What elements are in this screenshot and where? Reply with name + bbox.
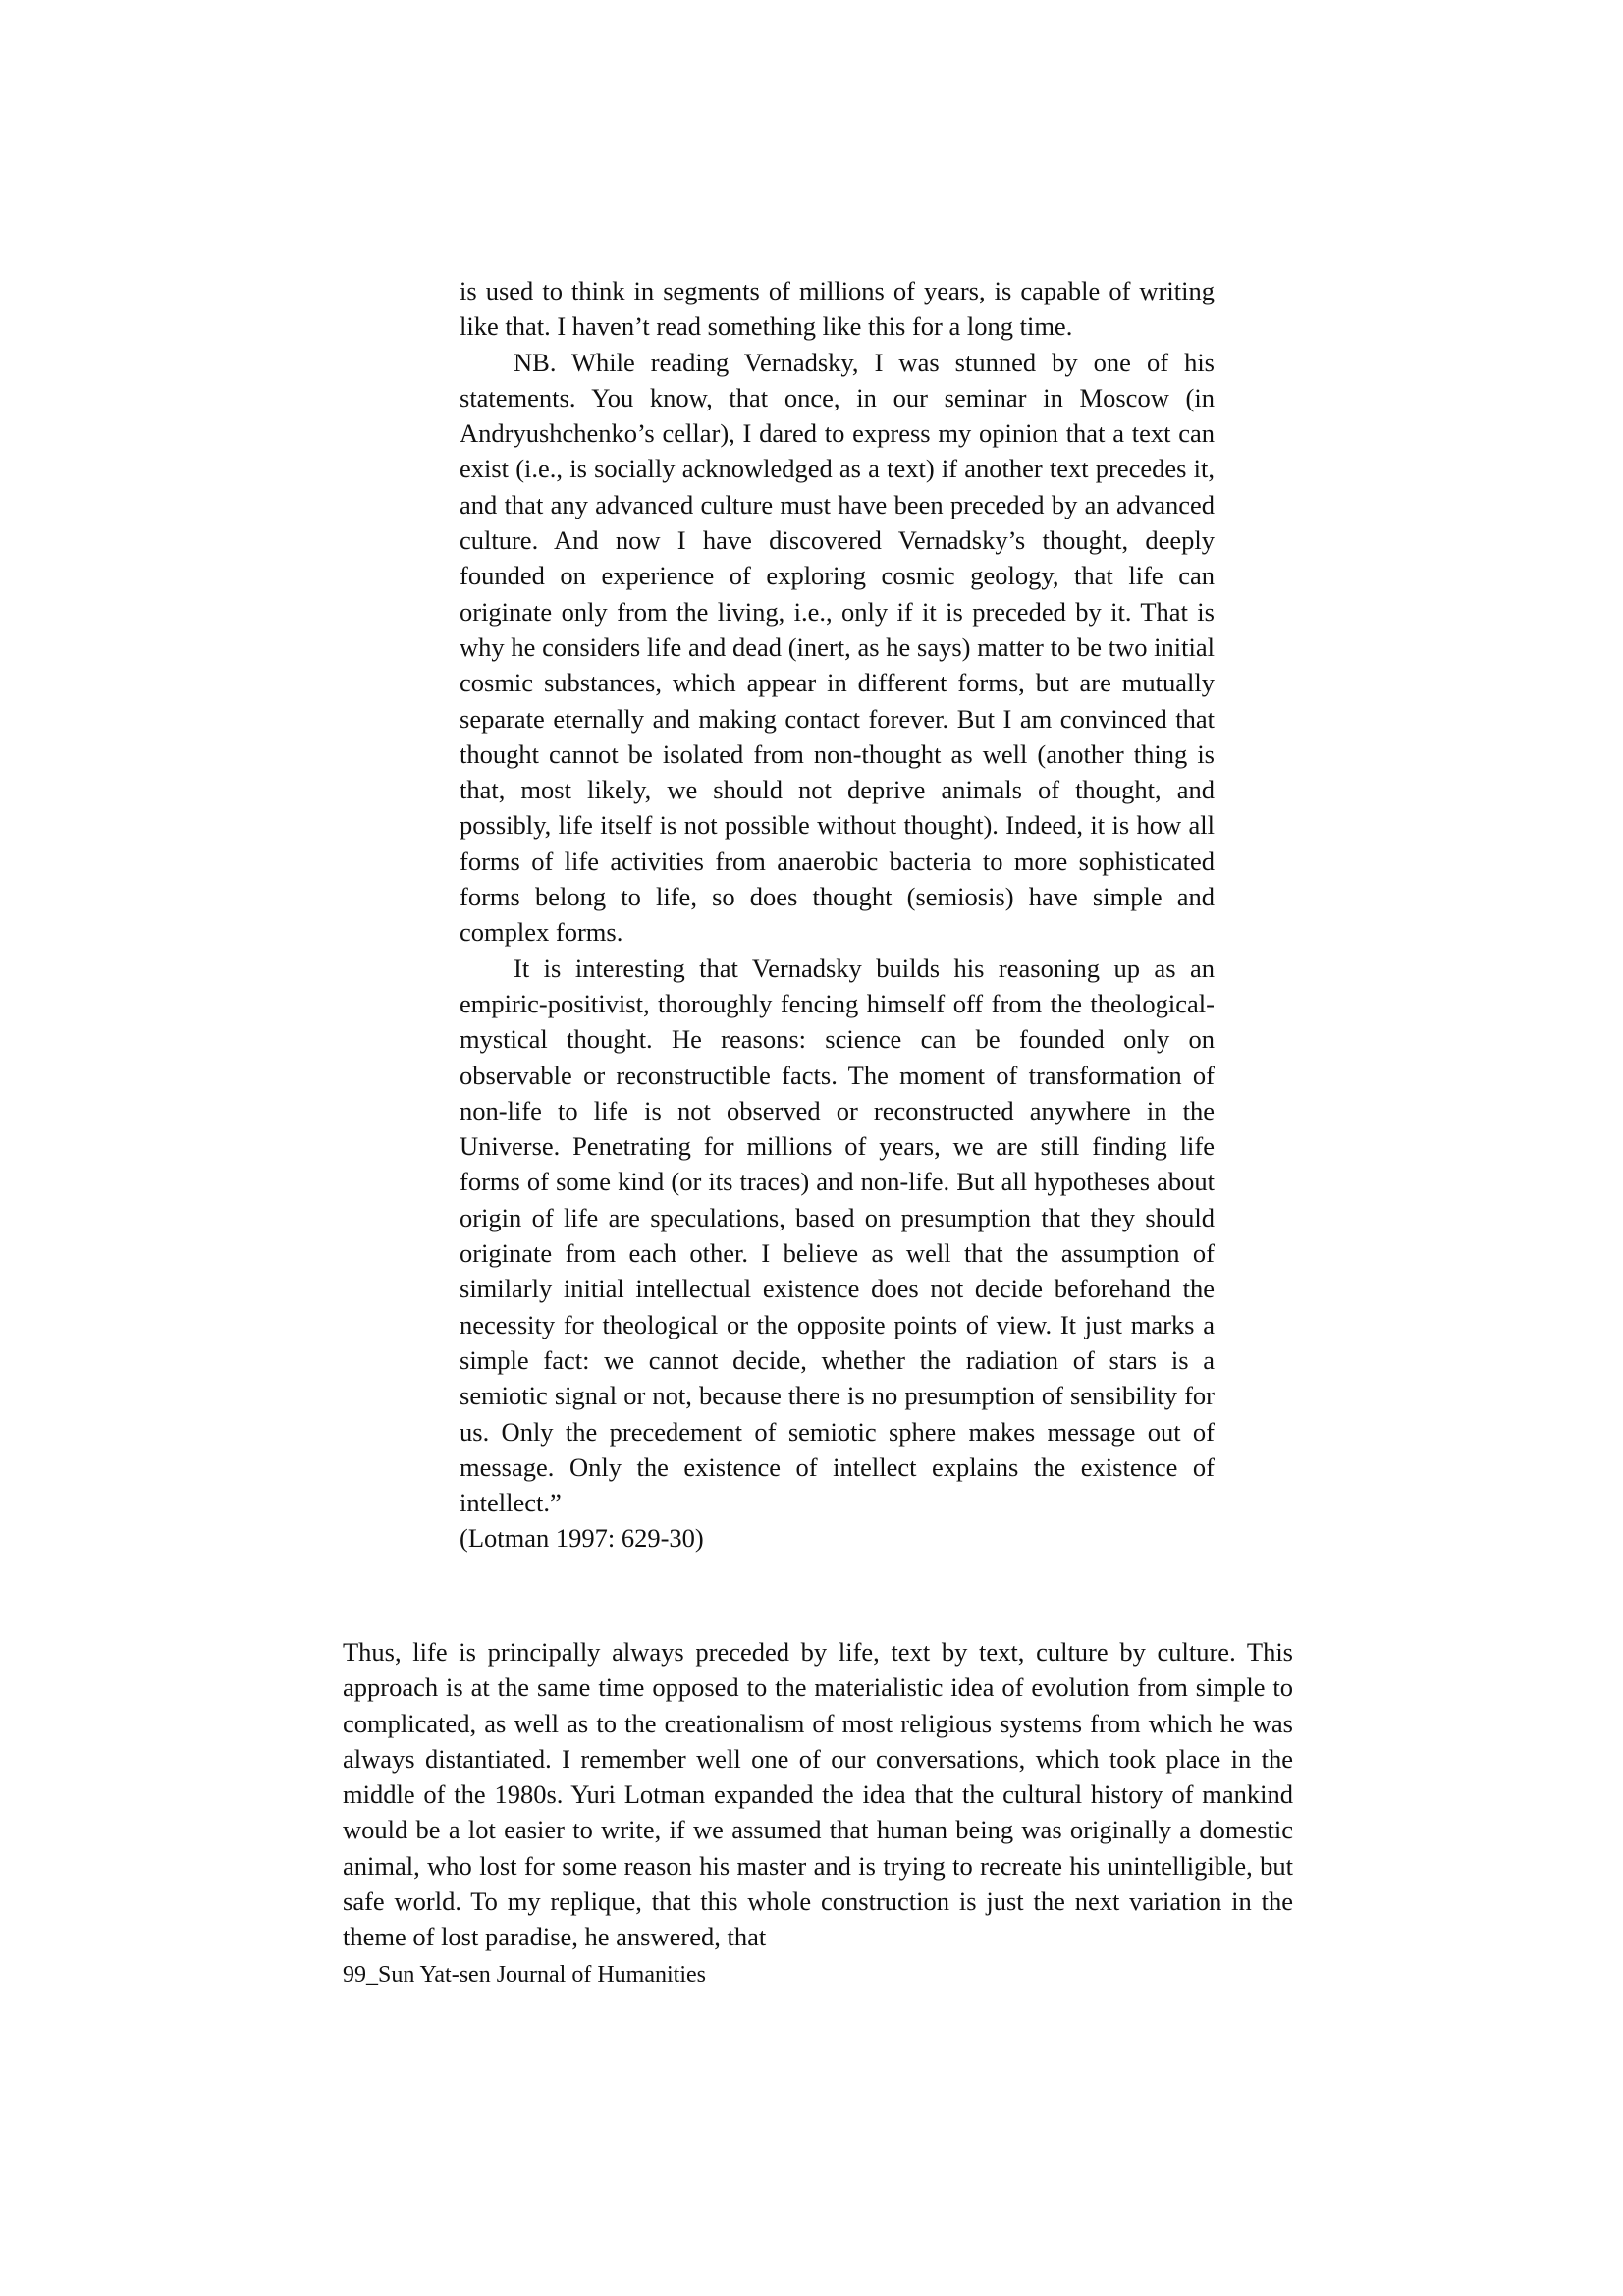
body-paragraph: Thus, life is principally always preceded by life, text by text, culture by culture. This approach is at the same time opposed to the materialistic idea of evolution from simple to complicated, as well as to the creationalism of most religious systems from which he was always distantiated. I remember well one of our conversations, which took place in the middle of the 1980s. Yuri Lotman expanded the idea that the cultural history of mankind would be a lot easier to write, if we assumed that human being was originally a domestic animal, who lost for some reason his master and is trying to recreate his unintelligible, but safe world. To my replique, that this whole construction is just the next variation in the theme of lost paradise, he answered, that [343,1637,1293,1952]
quote-citation: (Lotman 1997: 629-30) [460,1523,704,1554]
quote-vernadsky-paragraph: It is interesting that Vernadsky builds his reasoning up as an empiric-positivist, thoroughly fencing himself off from the theological-mystical thought. He reasons: science can be founded only on observable or reconstructible facts. The moment of transformation of non-life to life is not observed or reconstructed anywhere in the Universe. Penetrating for millions of years, we are still finding life forms of some kind (or its traces) and non-life. But all hypotheses about origin of life are speculations, based on presumption that they should originate from each other. I believe as well that the assumption of similarly initial intellectual existence does not decide beforehand the necessity for theological or the opposite points of view. It just marks a simple fact: we cannot decide, whether the radiation of stars is a semiotic signal or not, because there is no presumption of sensibility for us. Only the precedement of semiotic sphere makes message out of message. Only the existence of intellect explains the existence of intellect.” [460,953,1215,1518]
page-footer: 99_Sun Yat-sen Journal of Humanities [343,1962,706,1988]
quote-nb-paragraph: NB. While reading Vernadsky, I was stunned by one of his statements. You know, that once, in our seminar in Moscow (in Andryushchenko’s cellar), I dared to express my opinion that a text can exist (i.e., is socially acknowledged as a text) if another text precedes it, and that any advanced culture must have been preceded by an advanced culture. And now I have discovered Vernadsky’s thought, deeply founded on experience of exploring cosmic geology, that life can originate only from the living, i.e., only if it is preceded by it. That is why he considers life and dead (inert, as he says) matter to be two initial cosmic substances, which appear in different forms, but are mutually separate eternally and making contact forever. But I am convinced that thought cannot be isolated from non-thought as well (another thing is that, most likely, we should not deprive animals of thought, and possibly, life itself is not possible without thought). Indeed, it is how all forms of life activities from anaerobic bacteria to more sophisticated forms belong to life, so does thought (semiosis) have simple and complex forms. [460,347,1215,948]
block-quote [460,273,1215,1557]
quote-continuation-paragraph: is used to think in segments of millions of years, is capable of writing like that. I haven’t read something like this for a long time. [460,276,1215,342]
